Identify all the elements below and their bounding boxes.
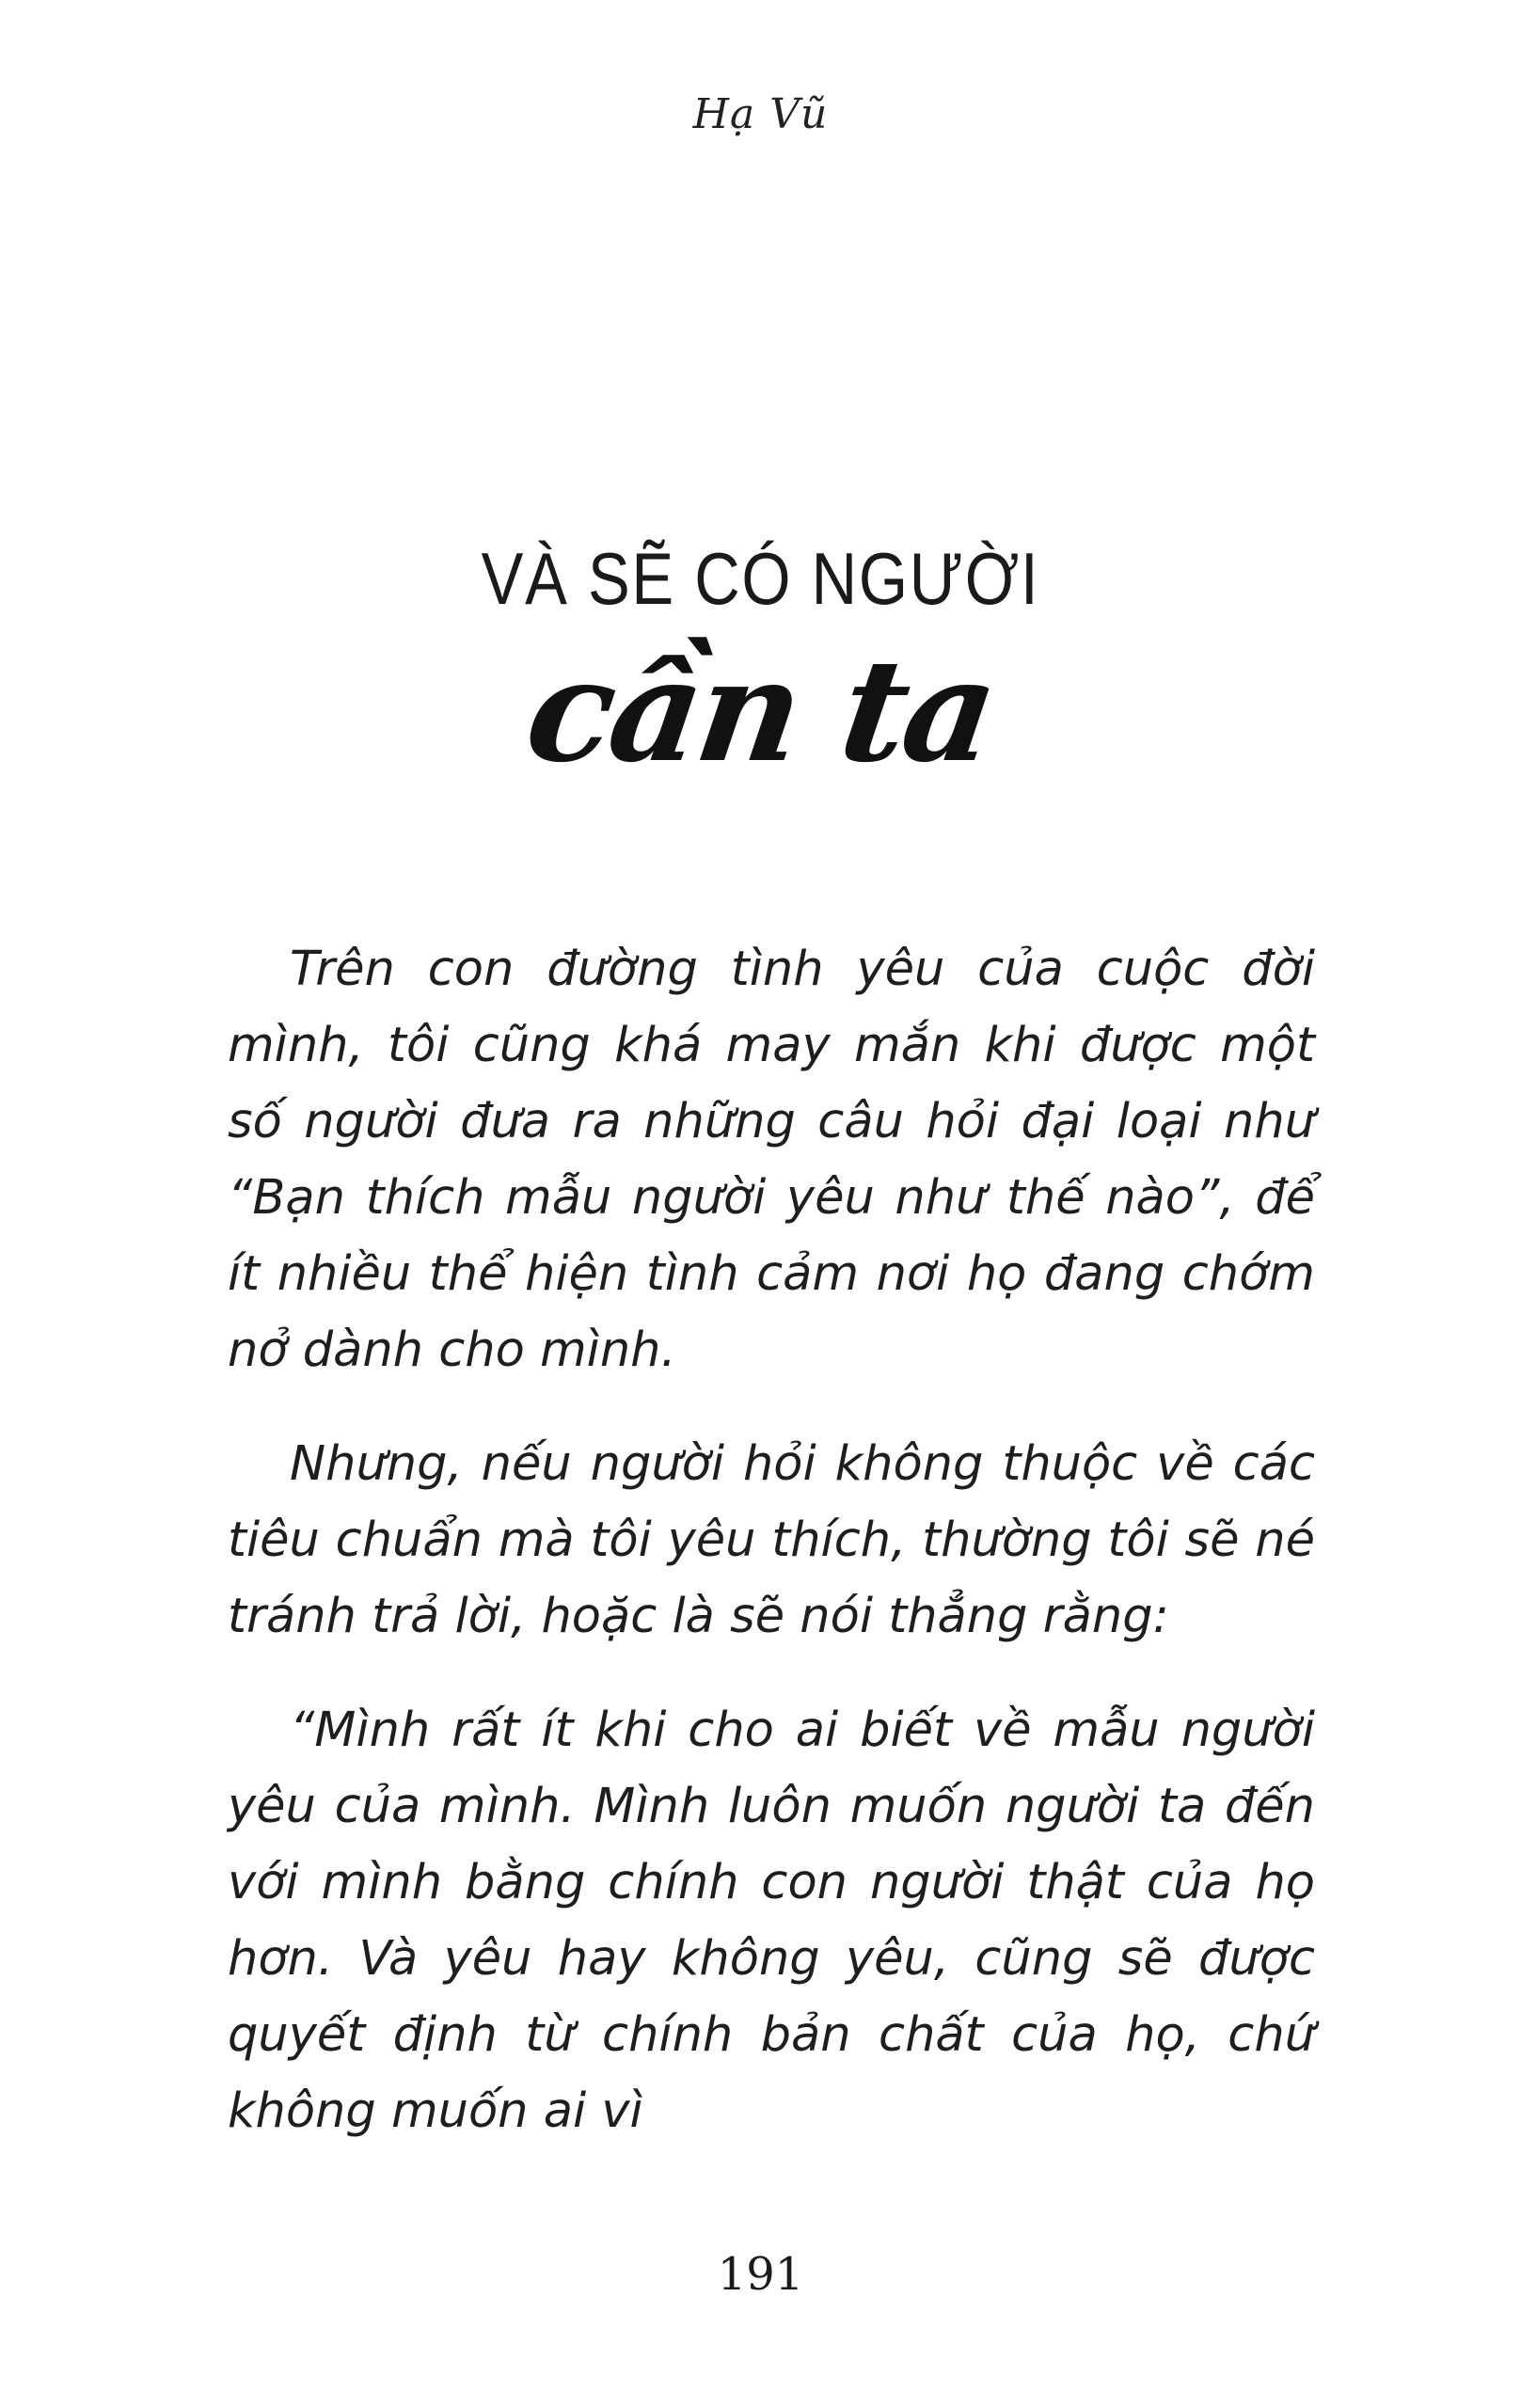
paragraph-1: Trên con đường tình yêu của cuộc đời mình, tôi cũng khá may mắn khi được một số người đưa ra những câu hỏi đại loại như “Bạn thích mẫu người yêu như thế nào”, để ít nhiều thể hiện tình cảm nơi họ đang chớm nở dành cho mình. [228, 942, 1315, 1378]
page-number: 191 [717, 2248, 804, 2301]
paragraph-3: “Mình rất ít khi cho ai biết về mẫu người yêu của mình. Mình luôn muốn người ta đến với mình bằng chính con người thật của họ hơn. Và yêu hay không yêu, cũng sẽ được quyết định từ chính bản chất của họ, chứ không muốn ai vì [228, 1703, 1315, 2139]
chapter-title-line-2: cần ta [516, 628, 1005, 794]
chapter-body [228, 931, 1315, 2187]
chapter-title-line-1: VÀ SẼ CÓ NGƯỜI [481, 537, 1040, 620]
paragraph-2: Nhưng, nếu người hỏi không thuộc về các tiêu chuẩn mà tôi yêu thích, thường tôi sẽ né tránh trả lời, hoặc là sẽ nói thẳng rằng: [228, 1436, 1315, 1644]
running-header-author: Hạ Vũ [692, 90, 829, 138]
